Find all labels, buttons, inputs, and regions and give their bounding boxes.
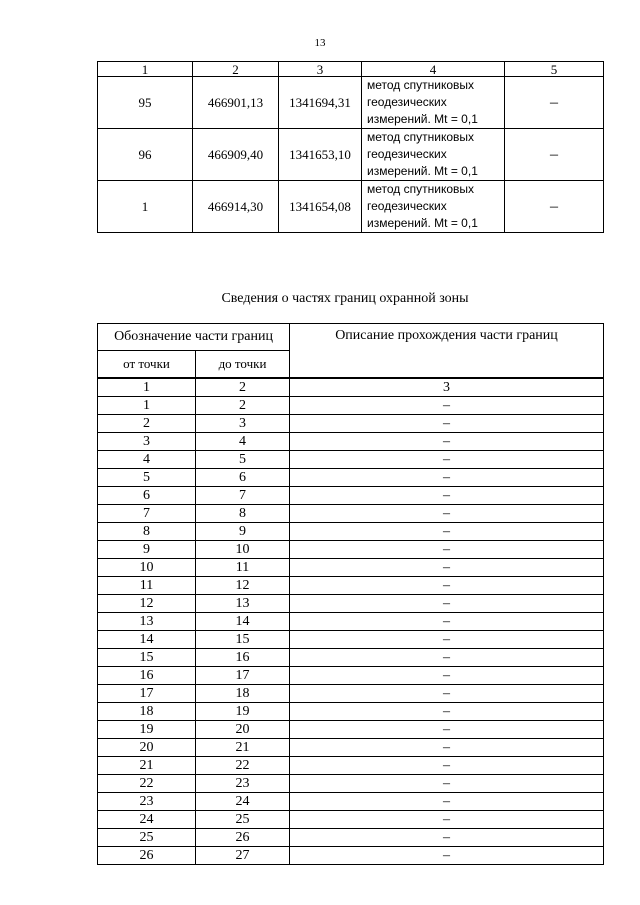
from-point-cell: 3 <box>98 433 196 451</box>
to-point-cell: 16 <box>196 649 290 667</box>
coordinates-header-row <box>98 62 604 77</box>
segment-row <box>98 559 604 577</box>
boundary-segments-table <box>97 323 604 865</box>
to-point-cell: 4 <box>196 433 290 451</box>
description-cell: – <box>290 667 604 685</box>
segment-row <box>98 469 604 487</box>
page-number: 13 <box>314 37 326 49</box>
description-cell: – <box>290 739 604 757</box>
segment-row <box>98 721 604 739</box>
segment-row <box>98 685 604 703</box>
description-cell: – <box>290 595 604 613</box>
to-point-cell: 15 <box>196 631 290 649</box>
to-point-cell: 17 <box>196 667 290 685</box>
description-cell: – <box>290 811 604 829</box>
segments-header-from: от точки <box>98 351 196 379</box>
to-point-cell: 25 <box>196 811 290 829</box>
method-line: измерений. Mt = 0,1 <box>367 216 478 230</box>
to-point-cell: 2 <box>196 378 290 397</box>
from-point-cell: 2 <box>98 415 196 433</box>
to-point-cell: 24 <box>196 793 290 811</box>
segments-table-body <box>98 378 604 865</box>
to-point-cell: 12 <box>196 577 290 595</box>
to-point-cell: 8 <box>196 505 290 523</box>
note-cell: – <box>505 77 604 129</box>
segment-row <box>98 847 604 865</box>
description-cell: – <box>290 775 604 793</box>
description-cell: – <box>290 847 604 865</box>
note-cell: – <box>505 181 604 233</box>
description-cell: – <box>290 505 604 523</box>
method-line: измерений. Mt = 0,1 <box>367 164 478 178</box>
from-point-cell: 15 <box>98 649 196 667</box>
method-line: геодезических <box>367 147 447 161</box>
to-point-cell: 27 <box>196 847 290 865</box>
description-cell: – <box>290 829 604 847</box>
x-coordinate-cell: 466914,30 <box>193 181 279 233</box>
from-point-cell: 13 <box>98 613 196 631</box>
coordinates-header-cell: 2 <box>193 62 279 77</box>
description-cell: – <box>290 523 604 541</box>
note-cell: – <box>505 129 604 181</box>
from-point-cell: 6 <box>98 487 196 505</box>
method-line: измерений. Mt = 0,1 <box>367 112 478 126</box>
to-point-cell: 11 <box>196 559 290 577</box>
method-line: геодезических <box>367 199 447 213</box>
description-cell: – <box>290 649 604 667</box>
description-cell: – <box>290 577 604 595</box>
point-number-cell: 96 <box>98 129 193 181</box>
point-number-cell: 95 <box>98 77 193 129</box>
description-cell: – <box>290 397 604 415</box>
point-number-cell: 1 <box>98 181 193 233</box>
segment-row <box>98 397 604 415</box>
method-cell <box>362 181 505 233</box>
to-point-cell: 9 <box>196 523 290 541</box>
segment-row <box>98 631 604 649</box>
to-point-cell: 2 <box>196 397 290 415</box>
segment-row <box>98 378 604 397</box>
from-point-cell: 25 <box>98 829 196 847</box>
to-point-cell: 18 <box>196 685 290 703</box>
segments-header-to: до точки <box>196 351 290 379</box>
segment-row <box>98 595 604 613</box>
segment-row <box>98 775 604 793</box>
from-point-cell: 24 <box>98 811 196 829</box>
description-cell: – <box>290 415 604 433</box>
description-cell: – <box>290 793 604 811</box>
coordinates-row <box>98 129 604 181</box>
from-point-cell: 1 <box>98 378 196 397</box>
segment-row <box>98 451 604 469</box>
segment-row <box>98 523 604 541</box>
segment-row <box>98 415 604 433</box>
coordinates-header-cell: 3 <box>279 62 362 77</box>
segment-row <box>98 757 604 775</box>
from-point-cell: 5 <box>98 469 196 487</box>
from-point-cell: 22 <box>98 775 196 793</box>
coordinates-row <box>98 181 604 233</box>
method-line: метод спутниковых <box>367 130 475 144</box>
description-cell: – <box>290 451 604 469</box>
from-point-cell: 10 <box>98 559 196 577</box>
coordinates-table <box>97 61 604 233</box>
segment-row <box>98 613 604 631</box>
method-line: метод спутниковых <box>367 78 475 92</box>
segment-row <box>98 829 604 847</box>
to-point-cell: 23 <box>196 775 290 793</box>
coordinates-header-cell: 4 <box>362 62 505 77</box>
from-point-cell: 16 <box>98 667 196 685</box>
method-line: геодезических <box>367 95 447 109</box>
coordinates-header-cell: 1 <box>98 62 193 77</box>
from-point-cell: 9 <box>98 541 196 559</box>
description-cell: – <box>290 541 604 559</box>
from-point-cell: 20 <box>98 739 196 757</box>
to-point-cell: 13 <box>196 595 290 613</box>
from-point-cell: 18 <box>98 703 196 721</box>
description-cell: – <box>290 613 604 631</box>
to-point-cell: 14 <box>196 613 290 631</box>
segment-row <box>98 649 604 667</box>
to-point-cell: 20 <box>196 721 290 739</box>
to-point-cell: 5 <box>196 451 290 469</box>
description-cell: – <box>290 703 604 721</box>
segment-row <box>98 793 604 811</box>
from-point-cell: 7 <box>98 505 196 523</box>
segment-row <box>98 487 604 505</box>
description-cell: – <box>290 487 604 505</box>
to-point-cell: 10 <box>196 541 290 559</box>
segment-row <box>98 577 604 595</box>
from-point-cell: 26 <box>98 847 196 865</box>
segment-row <box>98 667 604 685</box>
segment-row <box>98 433 604 451</box>
from-point-cell: 1 <box>98 397 196 415</box>
y-coordinate-cell: 1341654,08 <box>279 181 362 233</box>
y-coordinate-cell: 1341653,10 <box>279 129 362 181</box>
segment-row <box>98 541 604 559</box>
segment-row <box>98 505 604 523</box>
x-coordinate-cell: 466901,13 <box>193 77 279 129</box>
segment-row <box>98 811 604 829</box>
description-cell: – <box>290 469 604 487</box>
to-point-cell: 22 <box>196 757 290 775</box>
description-cell: – <box>290 559 604 577</box>
description-cell: – <box>290 721 604 739</box>
y-coordinate-cell: 1341694,31 <box>279 77 362 129</box>
from-point-cell: 17 <box>98 685 196 703</box>
to-point-cell: 21 <box>196 739 290 757</box>
description-cell: 3 <box>290 378 604 397</box>
coordinates-table-body <box>98 77 604 233</box>
description-cell: – <box>290 433 604 451</box>
description-cell: – <box>290 757 604 775</box>
from-point-cell: 14 <box>98 631 196 649</box>
segment-row <box>98 739 604 757</box>
to-point-cell: 3 <box>196 415 290 433</box>
from-point-cell: 21 <box>98 757 196 775</box>
from-point-cell: 8 <box>98 523 196 541</box>
to-point-cell: 7 <box>196 487 290 505</box>
description-cell: – <box>290 631 604 649</box>
from-point-cell: 4 <box>98 451 196 469</box>
from-point-cell: 11 <box>98 577 196 595</box>
x-coordinate-cell: 466909,40 <box>193 129 279 181</box>
from-point-cell: 12 <box>98 595 196 613</box>
coordinates-header-cell: 5 <box>505 62 604 77</box>
segments-header-group: Обозначение части границ <box>98 324 290 351</box>
from-point-cell: 19 <box>98 721 196 739</box>
from-point-cell: 23 <box>98 793 196 811</box>
description-cell: – <box>290 685 604 703</box>
section-title: Сведения о частях границ охранной зоны <box>221 291 469 306</box>
coordinates-row <box>98 77 604 129</box>
method-cell <box>362 77 505 129</box>
method-cell <box>362 129 505 181</box>
to-point-cell: 26 <box>196 829 290 847</box>
segments-header-row <box>98 324 604 351</box>
to-point-cell: 6 <box>196 469 290 487</box>
to-point-cell: 19 <box>196 703 290 721</box>
segments-header-description: Описание прохождения части границ <box>290 324 604 379</box>
segment-row <box>98 703 604 721</box>
method-line: метод спутниковых <box>367 182 475 196</box>
